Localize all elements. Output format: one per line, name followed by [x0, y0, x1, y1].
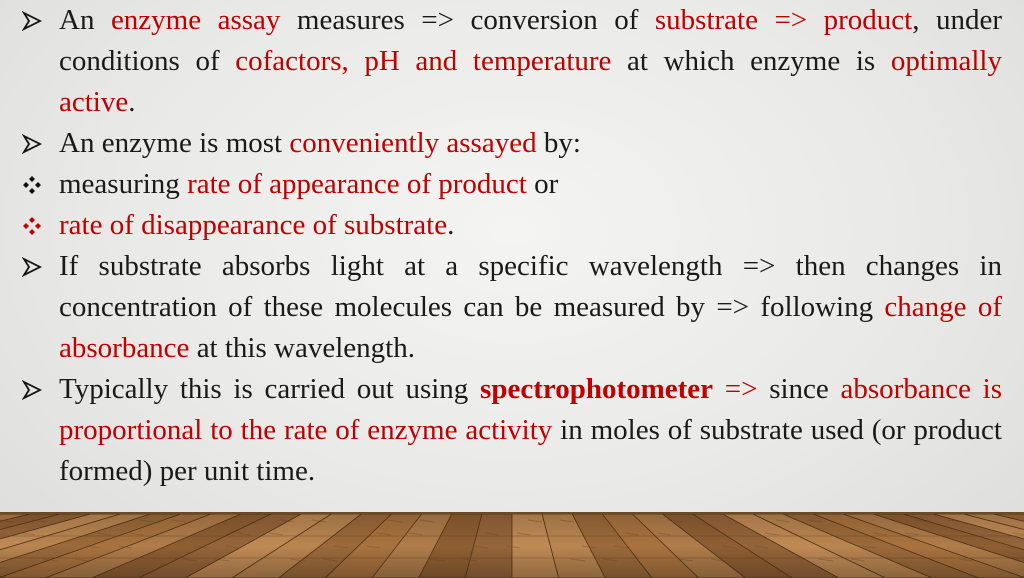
- text: by:: [536, 127, 581, 159]
- bullet-list: [22, 0, 1002, 492]
- highlight-spectrophotometer: spectrophotometer: [480, 373, 714, 405]
- text: An: [59, 4, 111, 36]
- text: in moles of substrate used (or product formed) per unit time.: [59, 414, 1002, 487]
- text: .: [447, 209, 455, 241]
- highlight-rate-appearance: rate of appearance of product: [187, 168, 527, 200]
- bullet-absorbs-light: [22, 246, 1002, 369]
- wood-planks-image: [0, 514, 1024, 578]
- bullet-spectrophotometer: [22, 369, 1002, 492]
- text: Typically this is carried out using: [59, 373, 481, 405]
- arrow-bullet-icon: [22, 134, 42, 154]
- text: since: [769, 373, 841, 405]
- highlight-conditions: cofactors, pH and temperature: [235, 45, 612, 77]
- subbullet-appearance-product: [22, 164, 1002, 205]
- text: measures => conversion of: [280, 4, 655, 36]
- highlight-rate-disappearance: rate of disappearance of substrate: [59, 209, 448, 241]
- highlight-arrow: =>: [713, 373, 770, 405]
- text: .: [128, 86, 136, 118]
- arrow-bullet-icon: [22, 11, 42, 31]
- text: , under conditions of: [59, 4, 1002, 77]
- bullet-enzyme-assay: [22, 0, 1002, 123]
- text: An enzyme is most: [59, 127, 290, 159]
- highlight-enzyme-assay: enzyme assay: [110, 4, 281, 36]
- highlight-absorbance-proportional: absorbance is proportional to the rate of enzyme activity: [59, 373, 1003, 446]
- text: at which enzyme is: [611, 45, 891, 77]
- bullet-conveniently-assayed: [22, 123, 1002, 164]
- text: or: [526, 168, 559, 200]
- text: at this wavelength.: [189, 332, 415, 364]
- arrow-bullet-icon: [22, 380, 42, 400]
- text: measuring: [59, 168, 188, 200]
- diamond-bullet-icon: [22, 216, 42, 236]
- arrow-bullet-icon: [22, 257, 42, 277]
- subbullet-disappearance-substrate: [22, 205, 1002, 246]
- highlight-change-absorbance: change of absorbance: [59, 291, 1003, 364]
- highlight-optimally-active: optimally active: [59, 45, 1002, 118]
- highlight-substrate-product: substrate => product: [654, 4, 913, 36]
- highlight-conveniently-assayed: conveniently assayed: [289, 127, 537, 159]
- text: If substrate absorbs light at a specific wavelength => then changes in concentration of these molecules can be measured by => following: [59, 250, 1002, 323]
- diamond-bullet-icon: [22, 175, 42, 195]
- wooden-floor: [0, 512, 1024, 578]
